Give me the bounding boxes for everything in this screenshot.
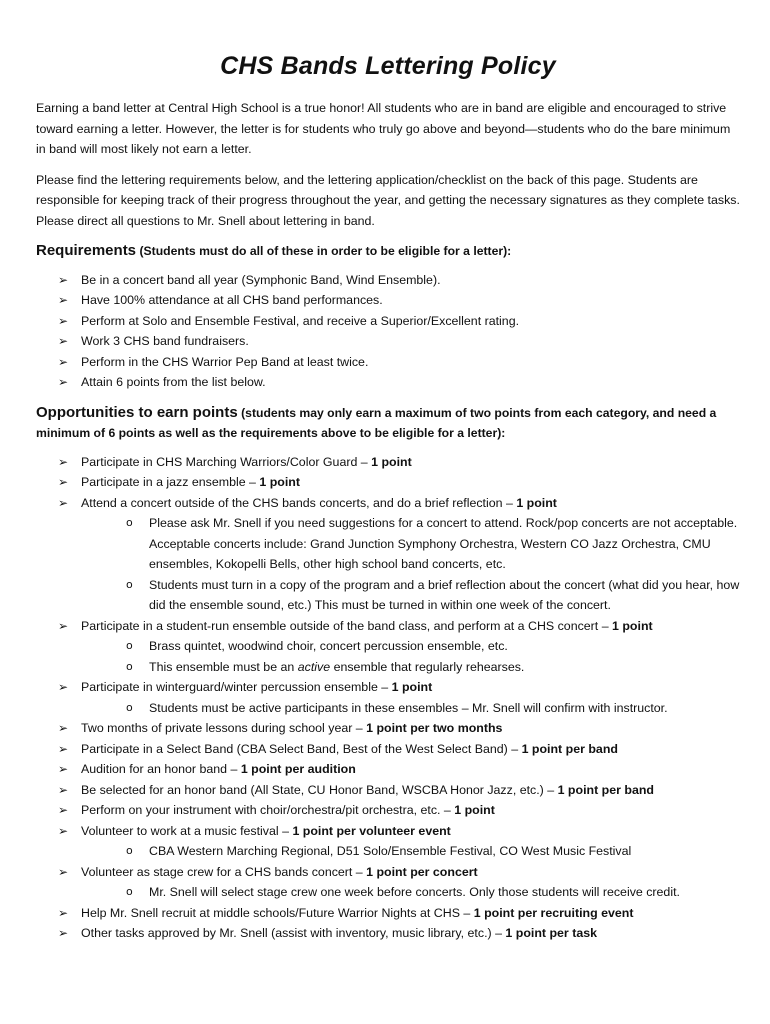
list-item: ➢ Other tasks approved by Mr. Snell (assist with inventory, music library, etc.) – 1 point per task	[58, 923, 740, 944]
list-item: ➢ Attain 6 points from the list below.	[58, 372, 740, 393]
circle-bullet-icon: o	[126, 844, 133, 857]
sub-list-item: o Please ask Mr. Snell if you need suggestions for a concert to attend. Rock/pop concerts are not acceptable. Acceptable concerts include: Grand Junction Symphony Orchestra, Western CO Jazz Orchestra, CMU ensembles, Kokopelli Bells, other high school band concerts, etc.	[126, 513, 740, 575]
requirements-title: Requirements	[36, 242, 137, 259]
list-item: ➢ Perform on your instrument with choir/orchestra/pit orchestra, etc. – 1 point	[58, 800, 740, 821]
list-item: ➢ Participate in a jazz ensemble – 1 point	[58, 472, 740, 493]
list-item: ➢ Participate in CHS Marching Warriors/Color Guard – 1 point	[58, 452, 740, 473]
list-item: ➢ Have 100% attendance at all CHS band performances.	[58, 290, 740, 311]
list-item: ➢ Volunteer as stage crew for a CHS bands concert – 1 point per concert o Mr. Snell will select stage crew one week before concerts. Only those students will receive credit.	[58, 862, 740, 903]
list-item: ➢ Perform in the CHS Warrior Pep Band at least twice.	[58, 352, 740, 373]
list-item: ➢ Participate in winterguard/winter percussion ensemble – 1 point o Students must be active participants in these ensembles – Mr. Snell will confirm with instructor.	[58, 677, 740, 718]
list-item: ➢ Participate in a student-run ensemble outside of the band class, and perform at a CHS concert – 1 point o Brass quintet, woodwind choir, concert percussion ensemble, etc. o This ensemble must be an active ensemble that regularly rehearses.	[58, 616, 740, 678]
list-item: ➢ Audition for an honor band – 1 point per audition	[58, 759, 740, 780]
arrow-bullet-icon: ➢	[58, 803, 69, 817]
list-item: ➢ Be selected for an honor band (All State, CU Honor Band, WSCBA Honor Jazz, etc.) – 1 point per band	[58, 780, 740, 801]
list-item: ➢ Work 3 CHS band fundraisers.	[58, 331, 740, 352]
sub-list	[81, 882, 740, 903]
circle-bullet-icon: o	[126, 639, 133, 652]
opportunities-title: Opportunities to earn points	[36, 403, 238, 421]
requirements-heading	[36, 241, 740, 262]
list-item: ➢ Perform at Solo and Ensemble Festival, and receive a Superior/Excellent rating.	[58, 311, 740, 332]
arrow-bullet-icon: ➢	[58, 334, 69, 348]
circle-bullet-icon: o	[126, 516, 133, 529]
arrow-bullet-icon: ➢	[58, 313, 69, 328]
sub-list	[81, 636, 740, 677]
sub-list-item: o Students must turn in a copy of the program and a brief reflection about the concert (what did you hear, how did the ensemble sound, etc.) This must be turned in within one week of the concert.	[126, 575, 740, 616]
list-item: ➢ Volunteer to work at a music festival – 1 point per volunteer event o CBA Western Marching Regional, D51 Solo/Ensemble Festival, CO West Music Festival	[58, 821, 740, 862]
arrow-bullet-icon: ➢	[58, 495, 69, 510]
arrow-bullet-icon: ➢	[58, 272, 69, 287]
sub-list-item: o Mr. Snell will select stage crew one week before concerts. Only those students will receive credit.	[126, 882, 740, 903]
sub-list	[81, 698, 740, 719]
page-title: CHS Bands Lettering Policy	[220, 52, 556, 80]
requirements-list	[36, 270, 740, 393]
sub-list-item: o Brass quintet, woodwind choir, concert percussion ensemble, etc.	[126, 636, 740, 657]
arrow-bullet-icon: ➢	[58, 680, 69, 694]
list-item: ➢ Be in a concert band all year (Symphonic Band, Wind Ensemble).	[58, 270, 740, 291]
opportunities-note: (students may only earn a maximum of two points from each category, and need a minimum of 6 points as well as the requirements above to be eligible for a letter):	[36, 405, 717, 440]
circle-bullet-icon: o	[126, 700, 133, 714]
arrow-bullet-icon: ➢	[58, 354, 69, 369]
requirements-note: (Students must do all of these in order to be eligible for a letter):	[139, 244, 512, 258]
list-item: ➢ Attend a concert outside of the CHS bands concerts, and do a brief reflection – 1 point o Please ask Mr. Snell if you need suggestions for a concert to attend. Rock/pop concerts are not acceptable. Acceptable concerts include: Grand Junction Symphony Orchestra, Western CO Jazz Orchestra, CMU ensembles, Kokopelli Bells, other high school band concerts, etc. o Students must turn in a copy of the program and a brief reflection about the concert (what did you hear, how did the ensemble sound, etc.) This must be turned in within one week of the concert.	[58, 493, 740, 616]
circle-bullet-icon: o	[126, 885, 133, 898]
arrow-bullet-icon: ➢	[58, 375, 69, 389]
circle-bullet-icon: o	[126, 659, 133, 673]
list-item: ➢ Participate in a Select Band (CBA Select Band, Best of the West Select Band) – 1 point per band	[58, 739, 740, 760]
arrow-bullet-icon: ➢	[58, 741, 69, 756]
sub-list-item: o This ensemble must be an active ensemble that regularly rehearses.	[126, 657, 740, 678]
opportunities-list	[36, 452, 740, 944]
list-item: ➢ Two months of private lessons during school year – 1 point per two months	[58, 718, 740, 739]
list-item: ➢ Help Mr. Snell recruit at middle schools/Future Warrior Nights at CHS – 1 point per recruiting event	[58, 903, 740, 924]
intro-paragraph-2: Please find the lettering requirements below, and the lettering application/checklist on the back of this page. Students are responsible for keeping track of their progress throughout the year, and getting the necessary signatures as they complete tasks. Please direct all questions to Mr. Snell about lettering in band.	[36, 172, 740, 228]
arrow-bullet-icon: ➢	[58, 926, 69, 940]
sub-list	[81, 841, 740, 862]
arrow-bullet-icon: ➢	[58, 475, 69, 489]
opportunities-heading	[36, 403, 740, 444]
sub-list	[81, 513, 740, 616]
intro-paragraph-1: Earning a band letter at Central High School is a true honor! All students who are in band are eligible and encouraged to strive toward earning a letter. However, the letter is for students who truly go above and beyond—students who do the bare minimum in band will most likely not earn a letter.	[36, 101, 731, 156]
arrow-bullet-icon: ➢	[58, 454, 69, 469]
arrow-bullet-icon: ➢	[58, 618, 69, 633]
arrow-bullet-icon: ➢	[58, 823, 69, 838]
arrow-bullet-icon: ➢	[58, 782, 69, 797]
arrow-bullet-icon: ➢	[58, 721, 69, 735]
circle-bullet-icon: o	[126, 577, 133, 591]
sub-list-item: o CBA Western Marching Regional, D51 Solo/Ensemble Festival, CO West Music Festival	[126, 841, 740, 862]
arrow-bullet-icon: ➢	[58, 864, 69, 879]
arrow-bullet-icon: ➢	[58, 293, 69, 307]
arrow-bullet-icon: ➢	[58, 762, 69, 776]
sub-list-item: o Students must be active participants in these ensembles – Mr. Snell will confirm with instructor.	[126, 698, 740, 719]
arrow-bullet-icon: ➢	[58, 905, 69, 920]
